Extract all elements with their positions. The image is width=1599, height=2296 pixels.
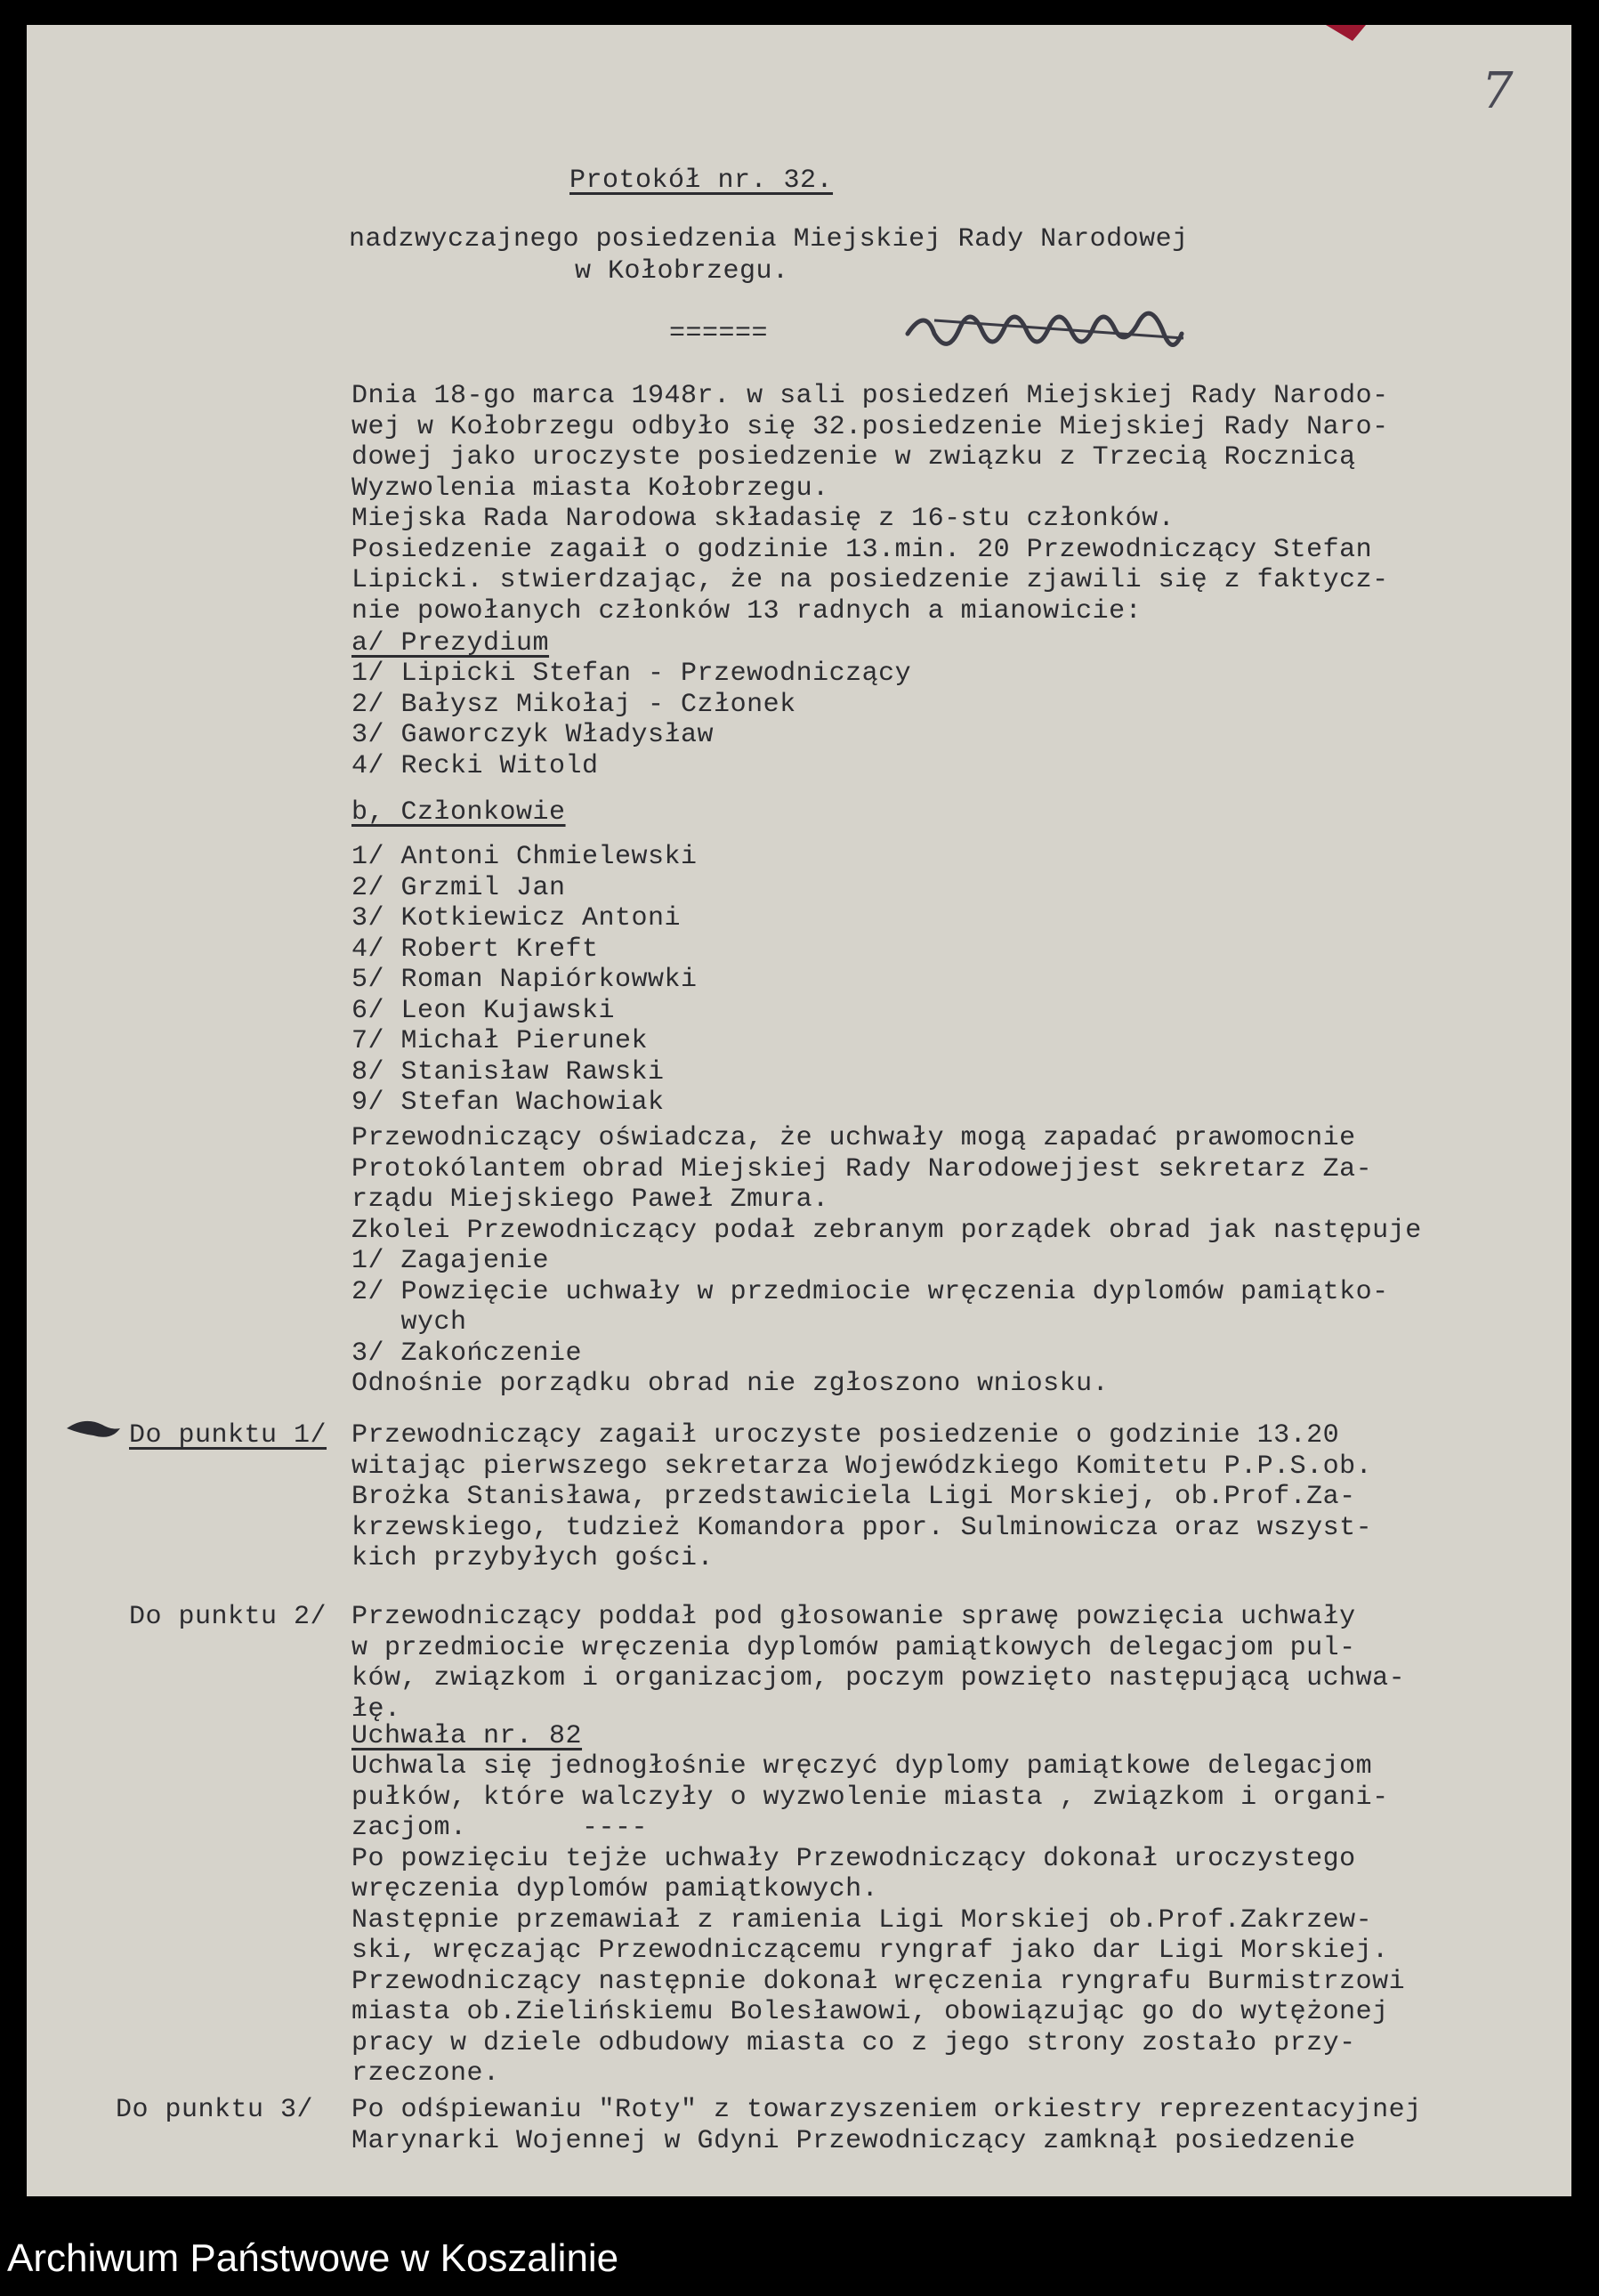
point-2-label: Do punktu 2/ xyxy=(129,1602,327,1632)
resolution-line: zacjom. ---- xyxy=(351,1813,649,1843)
archive-footer xyxy=(0,2225,1599,2296)
resolution-line: wręczenia dyplomów pamiątkowych. xyxy=(351,1874,879,1904)
body-line: dowej jako uroczyste posiedzenie w związku z Trzecią Rocznicą xyxy=(351,442,1356,473)
point-3-line: Po odśpiewaniu "Roty" z towarzyszeniem orkiestry reprezentacyjnej xyxy=(351,2095,1422,2125)
presidium-item: 1/ Lipicki Stefan - Przewodniczący xyxy=(351,659,912,689)
body-line: nie powołanych członków 13 radnych a mianowicie: xyxy=(351,595,1143,627)
resolution-line: pracy w dziele odbudowy miasta co z jego strony zostało przy- xyxy=(351,2027,1356,2058)
point-3-line: Marynarki Wojennej w Gdyni Przewodniczący zamknął posiedzenie xyxy=(351,2125,1356,2156)
point-1-line: witając pierwszego sekretarza Wojewódzkiego Komitetu P.P.S.ob. xyxy=(351,1451,1373,1482)
body-line: Dnia 18-go marca 1948r. w sali posiedzeń Miejskiej Rady Narodo- xyxy=(351,381,1389,411)
point-3-label: Do punktu 3/ xyxy=(116,2095,314,2125)
agenda-line: 1/ Zagajenie xyxy=(351,1246,550,1276)
resolution-line: Następnie przemawiał z ramienia Ligi Morskiej ob.Prof.Zakrzew- xyxy=(351,1904,1373,1936)
point-1-line: kich przybyłych gości. xyxy=(351,1543,715,1573)
agenda-line: wych xyxy=(351,1307,467,1338)
member-item: 5/ Roman Napiórkowwki xyxy=(351,965,698,995)
member-item: 4/ Robert Kreft xyxy=(351,934,599,965)
body-line: Wyzwolenia miasta Kołobrzegu. xyxy=(351,473,829,504)
ink-mark xyxy=(62,1415,125,1442)
resolution-line: Uchwala się jednogłośnie wręczyć dyplomy pamiątkowe delegacjom xyxy=(351,1751,1373,1782)
presidium-heading: a/ Prezydium xyxy=(351,628,550,659)
point-2-line: Przewodniczący poddał pod głosowanie sprawę powzięcia uchwały xyxy=(351,1602,1356,1632)
presidium-item: 3/ Gaworczyk Władysław xyxy=(351,720,715,750)
resolution-line: miasta ob.Zielińskiemu Bolesławowi, obowiązując go do wytężonej xyxy=(351,1997,1389,2027)
point-2-line: w przedmiocie wręczenia dyplomów pamiątkowych delegacjom pul- xyxy=(351,1632,1356,1663)
resolution-line: rzeczone. xyxy=(351,2058,500,2089)
presidium-item: 2/ Bałysz Mikołaj - Członek xyxy=(351,689,796,720)
point-1-line: Brożka Stanisława, przedstawiciela Ligi Morskiej, ob.Prof.Za- xyxy=(351,1482,1356,1512)
agenda-line: rządu Miejskiego Paweł Zmura. xyxy=(351,1184,829,1215)
resolution-line: Po powzięciu tejże uchwały Przewodniczący dokonał uroczystego xyxy=(351,1843,1356,1874)
member-item: 9/ Stefan Wachowiak xyxy=(351,1087,665,1118)
resolution-heading: Uchwała nr. 82 xyxy=(351,1721,583,1751)
point-1-line: Przewodniczący zagaił uroczyste posiedzenie o godzinie 13.20 xyxy=(351,1420,1340,1451)
point-1-label: Do punktu 1/ xyxy=(129,1420,327,1451)
member-item: 3/ Kotkiewicz Antoni xyxy=(351,903,682,934)
member-item: 6/ Leon Kujawski xyxy=(351,995,616,1026)
page-number: 7 xyxy=(1482,62,1514,120)
agenda-line: 3/ Zakończenie xyxy=(351,1338,583,1369)
presidium-item: 4/ Recki Witold xyxy=(351,750,599,781)
separator: ====== xyxy=(669,319,769,349)
body-line: wej w Kołobrzegu odbyło się 32.posiedzenie Miejskiej Rady Naro- xyxy=(351,411,1389,442)
resolution-line: pułków, które walczyły o wyzwolenie miasta , związkom i organi- xyxy=(351,1782,1389,1813)
point-1-line: krzewskiego, tudzież Komandora ppor. Sulminowicza oraz wszyst- xyxy=(351,1512,1373,1543)
member-item: 1/ Antoni Chmielewski xyxy=(351,842,698,872)
point-2-line: łę. xyxy=(351,1694,401,1725)
members-heading: b, Członkowie xyxy=(351,797,566,828)
handwritten-scribble xyxy=(899,294,1255,374)
resolution-line: ski, wręczając Przewodniczącemu ryngraf jako dar Ligi Morskiej. xyxy=(351,1936,1389,1966)
document-subtitle-line: w Kołobrzegu. xyxy=(575,256,789,287)
agenda-line: Odnośnie porządku obrad nie zgłoszono wniosku. xyxy=(351,1369,1110,1399)
resolution-line: Przewodniczący następnie dokonał wręczenia ryngrafu Burmistrzowi xyxy=(351,1966,1406,1997)
member-item: 2/ Grzmil Jan xyxy=(351,872,566,903)
body-line: Miejska Rada Narodowa składasię z 16-stu członków. xyxy=(351,504,1175,534)
agenda-line: 2/ Powzięcie uchwały w przedmiocie wręczenia dyplomów pamiątko- xyxy=(351,1276,1389,1307)
member-item: 8/ Stanisław Rawski xyxy=(351,1056,665,1087)
agenda-line: Protokólantem obrad Miejskiej Rady Narodowejjest sekretarz Za- xyxy=(351,1153,1373,1184)
agenda-line: Przewodniczący oświadcza, że uchwały mogą zapadać prawomocnie xyxy=(351,1123,1356,1153)
archive-name: Archiwum Państwowe w Koszalinie xyxy=(7,2236,619,2280)
document-subtitle-line: nadzwyczajnego posiedzenia Miejskiej Rady Narodowej xyxy=(349,224,1189,255)
agenda-line: Zkolei Przewodniczący podał zebranym porządek obrad jak następuje xyxy=(351,1215,1422,1246)
body-line: Lipicki. stwierdzając, że na posiedzenie zjawili się z faktycz- xyxy=(351,565,1389,595)
point-2-line: ków, związkom i organizacjom, poczym powzięto następującą uchwa- xyxy=(351,1663,1406,1694)
body-line: Posiedzenie zagaił o godzinie 13.min. 20 Przewodniczący Stefan xyxy=(351,534,1373,565)
document-title: Protokół nr. 32. xyxy=(569,166,834,196)
member-item: 7/ Michał Pierunek xyxy=(351,1026,649,1056)
